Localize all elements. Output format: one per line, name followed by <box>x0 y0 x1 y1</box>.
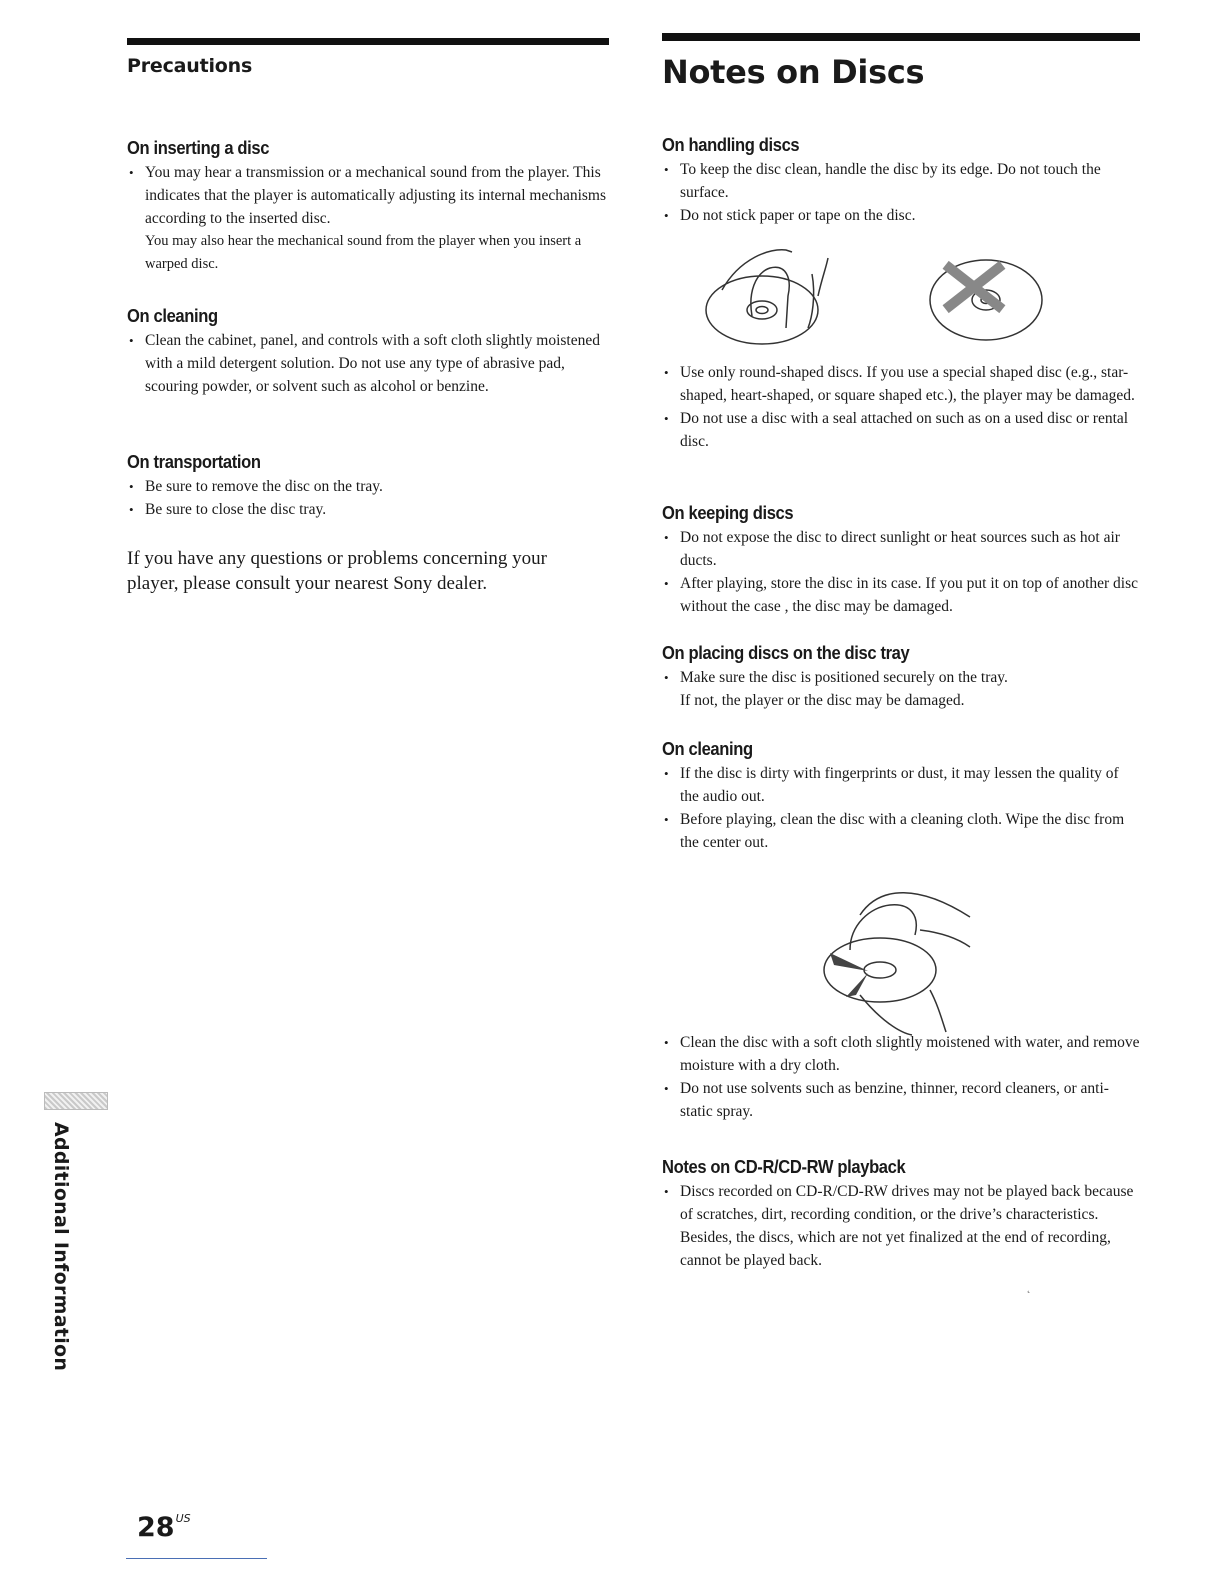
notes-on-discs-column <box>662 33 1140 1269</box>
inserting-heading: On inserting a disc <box>127 138 270 158</box>
list-item: • Make sure the disc is positioned securely on the tray. <box>662 666 1140 689</box>
placing-heading: On placing discs on the disc tray <box>662 643 910 663</box>
precautions-column <box>127 38 609 594</box>
section-tab-marker <box>44 1092 108 1110</box>
transportation-heading: On transportation <box>127 452 261 472</box>
handling-section <box>662 135 1140 227</box>
hand-outline <box>860 893 970 917</box>
list-item: • Do not expose the disc to direct sunlight or heat sources such as hot air ducts. <box>662 526 1140 572</box>
cdr-section <box>662 1157 1140 1272</box>
list-item: • If the disc is dirty with fingerprints or dust, it may lessen the quality of the audio out. <box>662 762 1140 808</box>
list-item: • Use only round-shaped discs. If you use a special shaped disc (e.g., star-shaped, heart-shaped, or square shaped etc.), the player may be damaged. <box>662 361 1140 407</box>
cdr-heading: Notes on CD-R/CD-RW playback <box>662 1157 906 1177</box>
scan-mark: ˛ <box>1027 1282 1031 1294</box>
cleaning-discs-section <box>662 739 1140 854</box>
list-item: • Do not use solvents such as benzine, thinner, record cleaners, or anti-static spray. <box>662 1077 1140 1123</box>
placing-section <box>662 643 1140 712</box>
list-item: • To keep the disc clean, handle the disc by its edge. Do not touch the surface. <box>662 158 1140 204</box>
cleaning-heading: On cleaning <box>127 306 218 326</box>
cleaning-discs-section-2 <box>662 1031 1140 1123</box>
hand-outline <box>722 250 792 290</box>
cleaning-discs-heading: On cleaning <box>662 739 753 759</box>
keeping-heading: On keeping discs <box>662 503 794 523</box>
disc-handling-illustration <box>700 238 1050 353</box>
header-rule <box>662 33 1140 41</box>
list-item: • Do not stick paper or tape on the disc. <box>662 204 1140 227</box>
footer-rule <box>126 1558 267 1559</box>
list-item: • Discs recorded on CD-R/CD-RW drives may not be played back because of scratches, dirt, recording condition, or the drive’s characteristics. Besides, the discs, which are not yet finalized at the end of recording, cannot be played back. <box>662 1180 1140 1272</box>
disc-wiping-illustration <box>820 855 990 1040</box>
list-item: • Before playing, clean the disc with a cleaning cloth. Wipe the disc from the center out. <box>662 808 1140 854</box>
list-item: • Clean the cabinet, panel, and controls with a soft cloth slightly moistened with a mild detergent solution. Do not use any type of abrasive pad, scouring powder, or solvent such as alcohol or benzine. <box>127 329 609 398</box>
inserting-note: You may also hear the mechanical sound from the player when you insert a warped disc. <box>145 233 582 272</box>
page-number <box>137 1512 191 1543</box>
cleaning-section <box>127 306 609 398</box>
list-item: • Be sure to remove the disc on the tray. <box>127 475 609 498</box>
keeping-section <box>662 503 1140 618</box>
page-number-suffix: US <box>175 1512 191 1525</box>
list-item: • Do not use a disc with a seal attached on such as on a used disc or rental disc. <box>662 407 1140 453</box>
inserting-section <box>127 138 609 276</box>
header-rule <box>127 38 609 45</box>
page-title: Notes on Discs <box>662 53 925 91</box>
list-item: • You may hear a transmission or a mechanical sound from the player. This indicates that the player is automatically adjusting its internal mechanisms according to the inserted disc. <box>127 161 609 230</box>
disc-outline <box>824 938 936 1002</box>
disc-outline-left <box>706 276 818 344</box>
side-section-label: Additional Information <box>50 1122 72 1372</box>
handling-heading: On handling discs <box>662 135 800 155</box>
handling-section-2 <box>662 361 1140 453</box>
section-kicker: Precautions <box>127 55 253 77</box>
list-item: • After playing, store the disc in its case. If you put it on top of another disc without the case , the disc may be damaged. <box>662 572 1140 618</box>
closing-paragraph: If you have any questions or problems concerning your player, please consult your nearest Sony dealer. <box>127 548 548 594</box>
placing-note: If not, the player or the disc may be damaged. <box>680 692 965 709</box>
page-number-value: 28 <box>137 1512 175 1543</box>
list-item: • Clean the disc with a soft cloth slightly moistened with water, and remove moisture with a dry cloth. <box>662 1031 1140 1077</box>
transportation-section <box>127 452 609 521</box>
list-item: • Be sure to close the disc tray. <box>127 498 609 521</box>
